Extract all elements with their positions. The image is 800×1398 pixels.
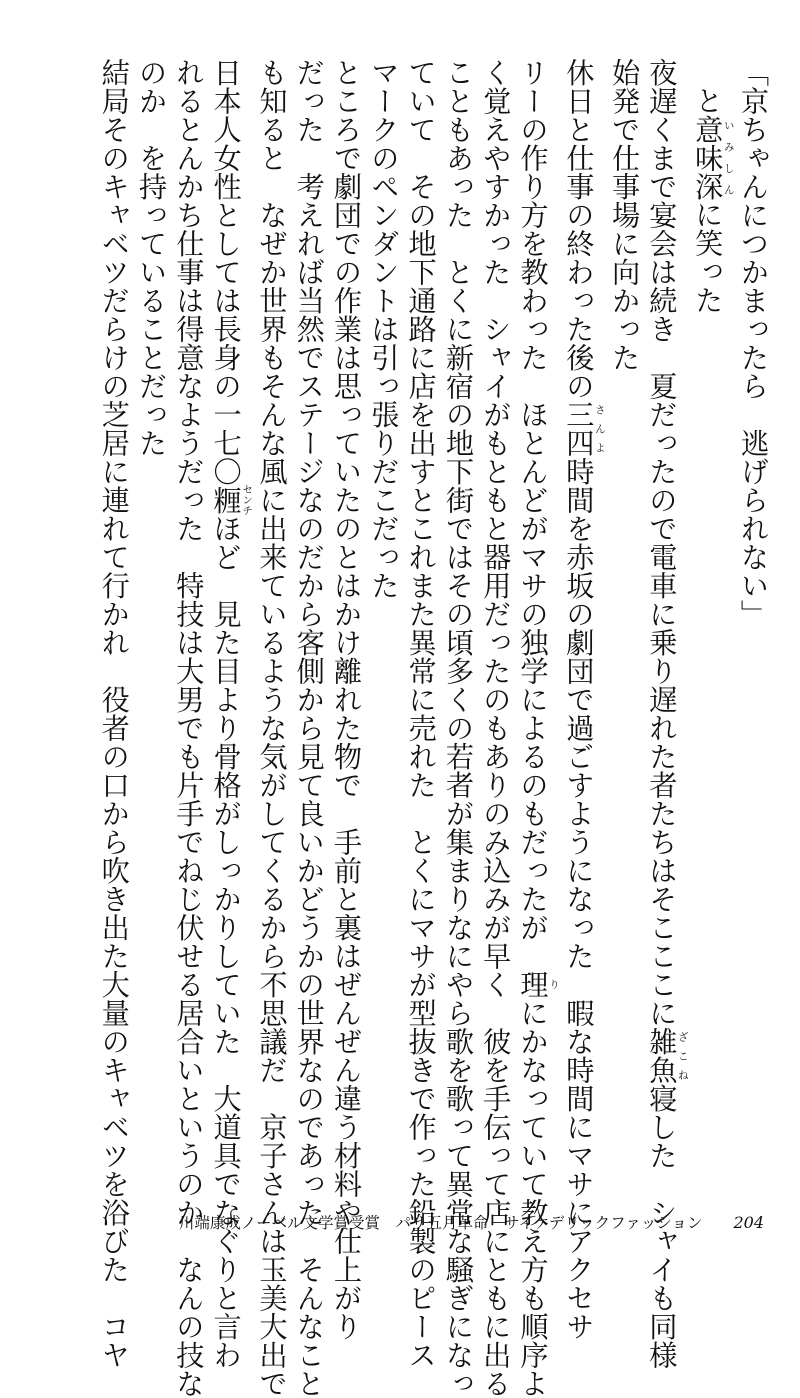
text-line-1: 「京ちゃんにつかまったら 逃げられない」 — [737, 58, 770, 628]
text-line-13: も知ると なぜか世界もそんな風に出来ているような気がしてくるから不思議だ 京子さんは玉美大出で — [255, 58, 289, 1398]
ruby-sanyo: 三四さんよ — [562, 400, 606, 457]
page-number: 204 — [733, 1213, 764, 1232]
text-line-12: だった 考えれば当然でステージなのだから客側から見て良いかどうかの世界なのであった そんなこと — [292, 58, 326, 1398]
text-line-9: ていて その地下通路に店を出すとこれまた異常に売れた とくにマサが型抜きで作った鉛製のピース — [404, 58, 438, 1369]
text-line-16: のか を持っていることだった — [135, 58, 169, 457]
text-line-17: 結局そのキャベツだらけの芝居に連れて行かれ 役者の口から吹き出た大量のキャベツを浴びた コヤ — [97, 58, 131, 1369]
ruby-zakone: 雑魚ざこね — [645, 1027, 689, 1084]
text-line-5: 休日と仕事の終わった後の三四さんよ時間を赤坂の劇団で過ごすようになった 暇な時間にマサにアクセサ — [562, 58, 606, 1341]
text-line-7: く覚えやすかった シャイがもともと器用だったのもありのみ込みが早く 彼を手伝って店にともに出る — [479, 58, 513, 1398]
text-line-2: と意味深いみしんに笑った — [691, 86, 735, 314]
text-line-11: ところで劇団での作業は思っていたのとはかけ離れた物で 手前と裏はぜんぜん違う材料や仕上がり — [330, 58, 364, 1341]
text-line-6: リーの作り方を教わった ほとんどがマサの独学によるのもだったが 理りにかなっていて教え方も順序よ — [516, 58, 561, 1398]
running-title: 川端康成ノーベル文学賞受賞 パリ五月革命 サイケデリックファッション — [178, 1214, 703, 1232]
text-line-8: こともあった とくに新宿の地下街ではその頃多くの若者が集まりなにやら歌を歌って異常な騒ぎになっ — [441, 58, 475, 1398]
ruby-senchi: 糎センチ — [209, 484, 254, 516]
ruby-imishin: 意味深いみしん — [691, 114, 735, 200]
text-line-3: 夜遅くまで宴会は続き 夏だったので電車に乗り遅れた者たちはそこここに雑魚ざこね寝した シャイも同様 — [645, 58, 689, 1369]
text-line-14: 日本人女性としては長身の一七〇糎センチほど 見た目より骨格がしっかりしていた 大道具でなぐりと言わ — [209, 58, 254, 1369]
page-footer — [40, 1208, 764, 1238]
text-line-15: れるとんかち仕事は得意なようだった 特技は大男でも片手でねじ伏せる居合いというのか なんの技な — [172, 58, 206, 1398]
text-line-4: 始発で仕事場に向かった — [608, 58, 642, 372]
ruby-ri: 理り — [516, 970, 561, 999]
text-line-10: マークのペンダントは引っ張りだこだった — [367, 58, 401, 600]
